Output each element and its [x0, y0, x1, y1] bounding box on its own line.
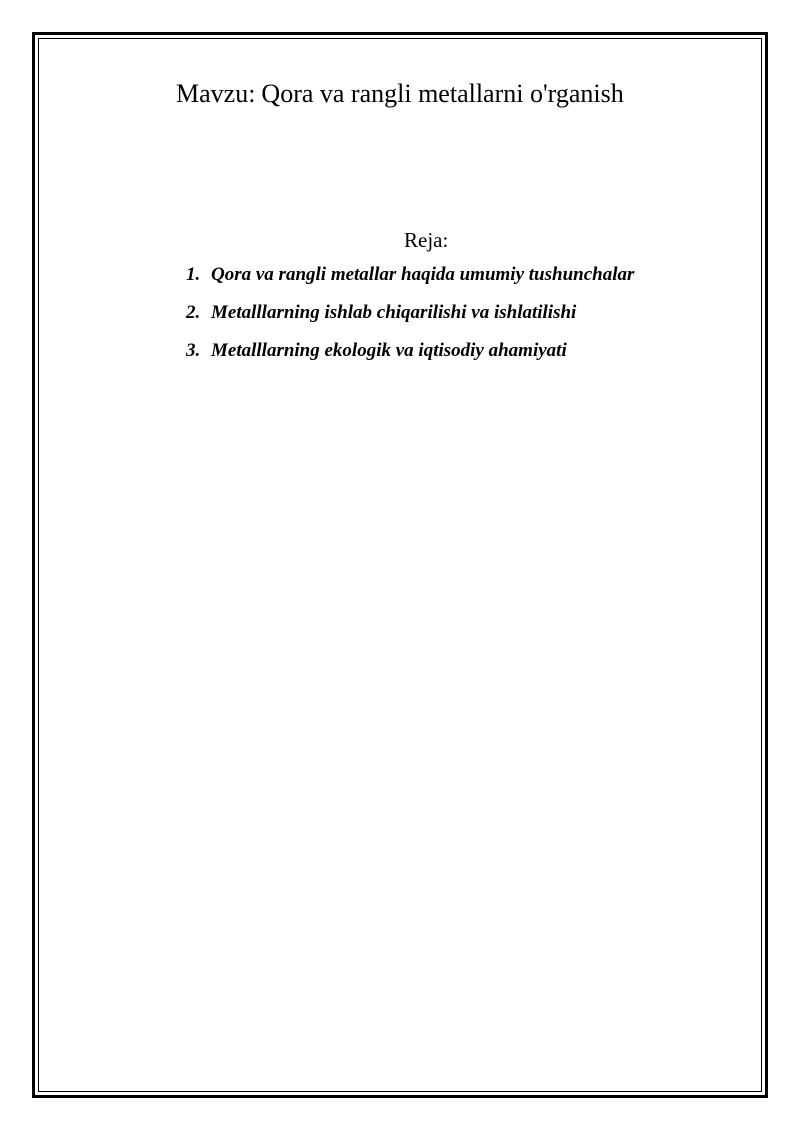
page-title [176, 76, 624, 112]
title-prefix: Mavzu: [176, 79, 256, 108]
plan-item-number: 3. [186, 340, 201, 361]
plan-list [186, 264, 634, 378]
page-border-inner [38, 38, 762, 1092]
plan-item-number: 2. [186, 302, 201, 323]
plan-item-number: 1. [186, 264, 201, 285]
title-text: Qora va rangli metallarni o'rganish [261, 79, 624, 108]
plan-heading: Reja: [404, 228, 449, 252]
plan-item [186, 340, 634, 378]
plan-item-text: Qora va rangli metallar haqida umumiy tushunchalar [211, 264, 635, 285]
plan-item-text: Metalllarning ishlab chiqarilishi va ishlatilishi [211, 302, 577, 323]
plan-item [186, 302, 634, 340]
plan-item [186, 264, 634, 302]
plan-item-text: Metalllarning ekologik va iqtisodiy ahamiyati [211, 340, 567, 361]
